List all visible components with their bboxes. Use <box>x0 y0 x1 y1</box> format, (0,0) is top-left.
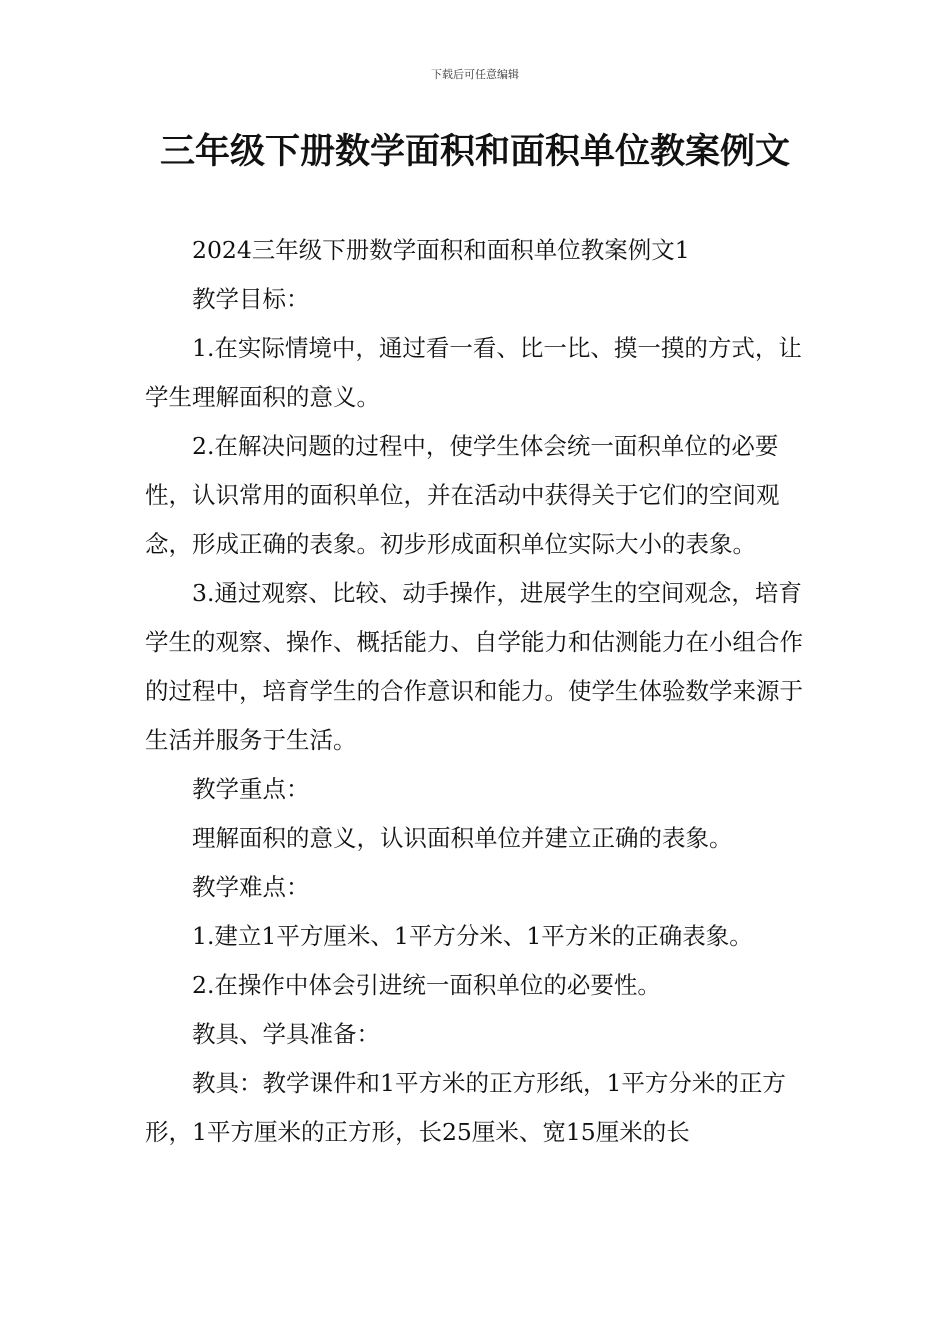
paragraph-objective-1: 1.在实际情境中，通过看一看、比一比、摸一摸的方式，让学生理解面积的意义。 <box>145 334 802 411</box>
paragraph-difficulty-2: 2.在操作中体会引进统一面积单位的必要性。 <box>192 971 661 999</box>
paragraph-objective-3: 3.通过观察、比较、动手操作，进展学生的空间观念，培育学生的观察、操作、概括能力、自学能力和估测能力在小组合作的过程中，培育学生的合作意识和能力。使学生体验数学来源于生活并服务于生活。 <box>145 579 803 754</box>
paragraph-heading-difficulties: 教学难点： <box>192 873 310 901</box>
document-body <box>145 226 810 1157</box>
paragraph-heading-materials: 教具、学具准备： <box>192 1020 380 1048</box>
paragraph-difficulty-1: 1.建立1平方厘米、1平方分米、1平方米的正确表象。 <box>192 922 753 950</box>
paragraph-heading-objectives: 教学目标： <box>192 285 310 313</box>
paragraph-key-points: 理解面积的意义，认识面积单位并建立正确的表象。 <box>192 824 733 852</box>
paragraph-subtitle: 2024三年级下册数学面积和面积单位教案例文1 <box>192 236 690 264</box>
paragraph-materials: 教具：教学课件和1平方米的正方形纸，1平方分米的正方形，1平方厘米的正方形，长25厘米、宽15厘米的长 <box>145 1069 786 1146</box>
header-note: 下载后可任意编辑 <box>431 68 519 81</box>
paragraph-objective-2: 2.在解决问题的过程中，使学生体会统一面积单位的必要性，认识常用的面积单位，并在活动中获得关于它们的空间观念，形成正确的表象。初步形成面积单位实际大小的表象。 <box>145 432 780 558</box>
document-title: 三年级下册数学面积和面积单位教案例文 <box>159 132 790 172</box>
paragraph-heading-key-points: 教学重点： <box>192 775 310 803</box>
